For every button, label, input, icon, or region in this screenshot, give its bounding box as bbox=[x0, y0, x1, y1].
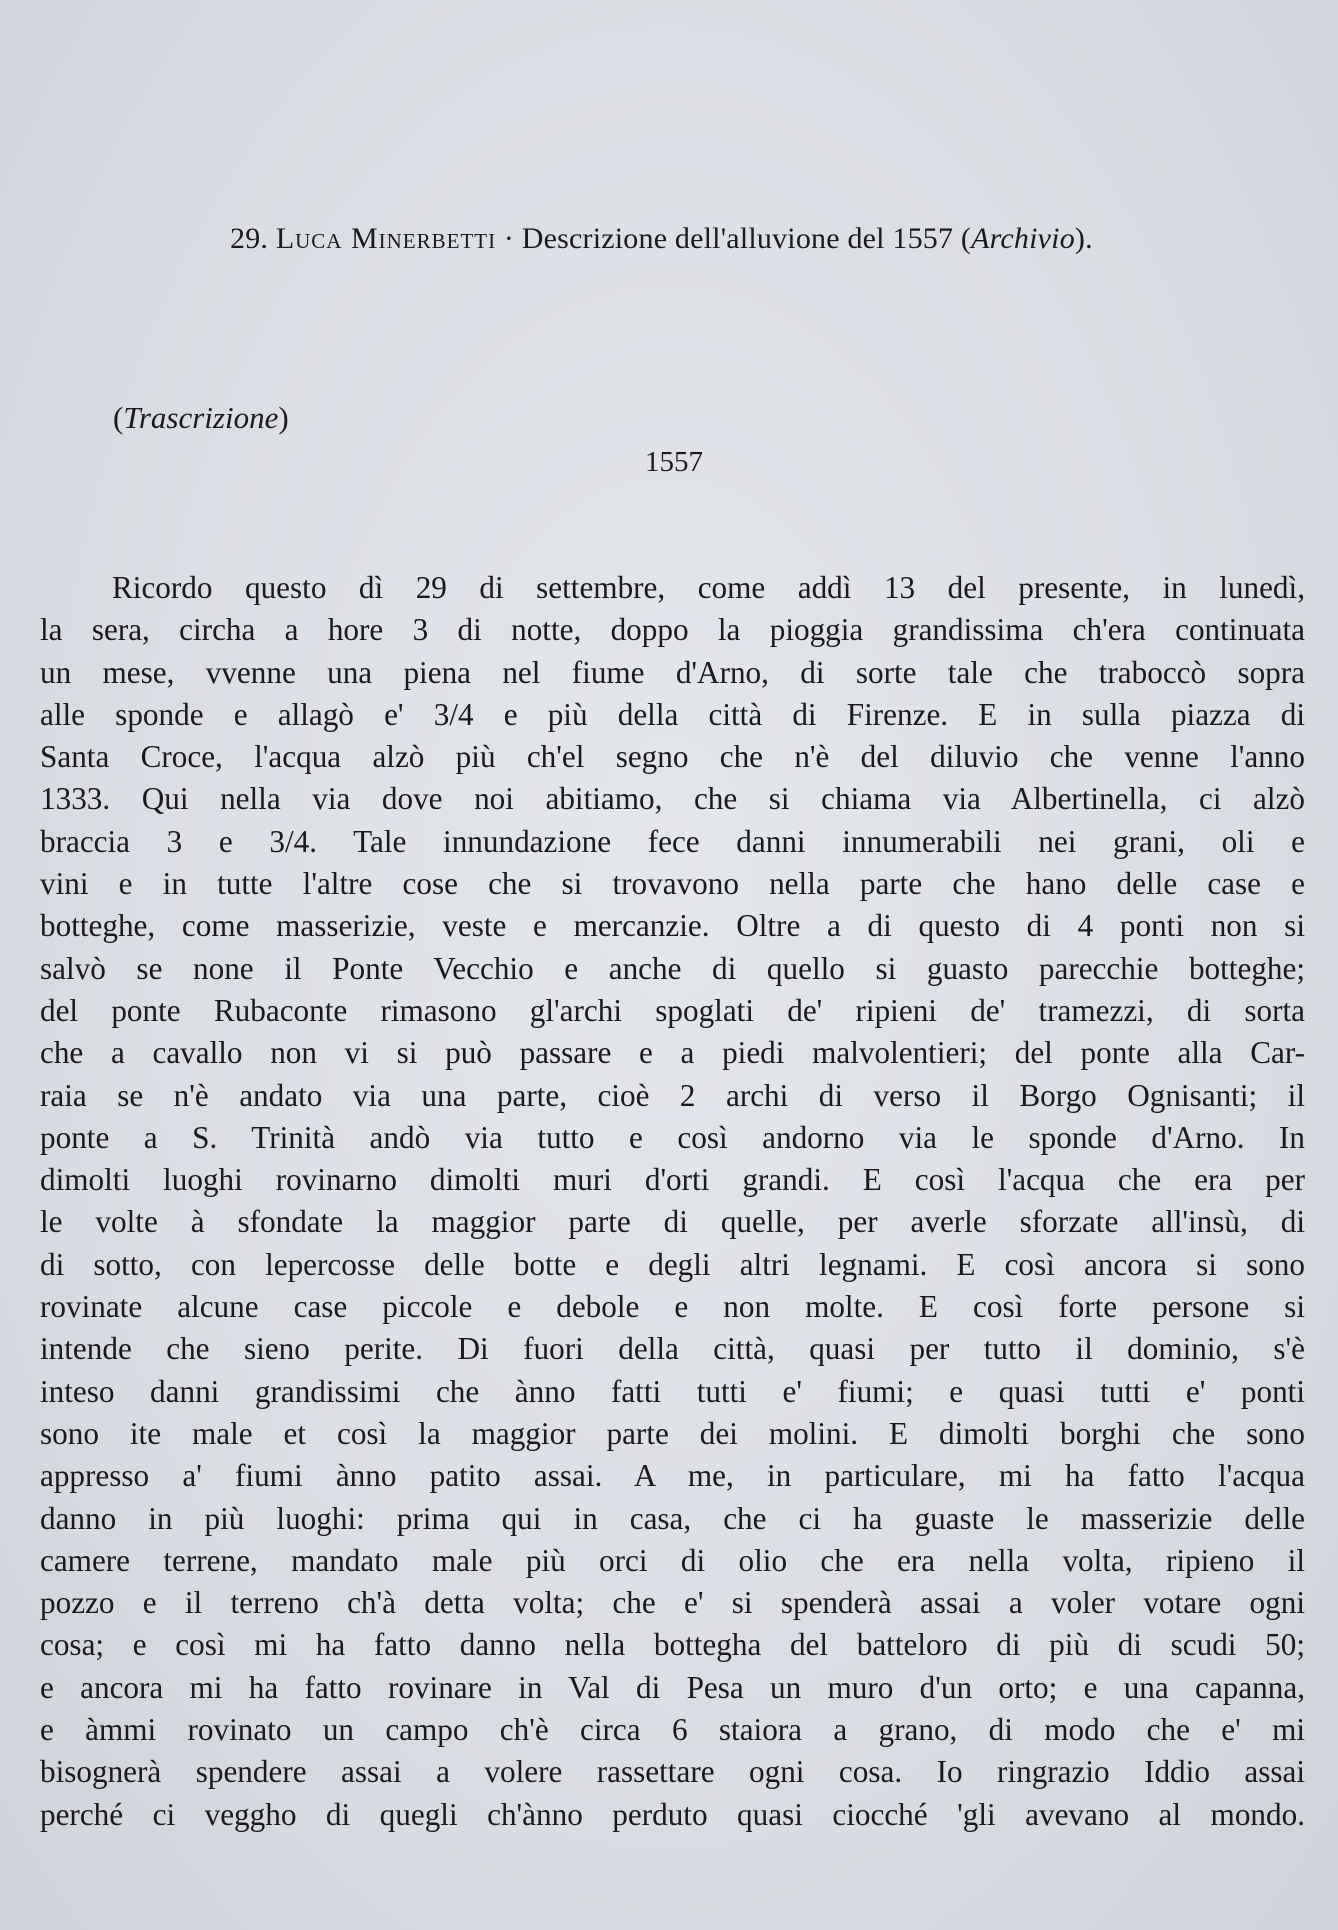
caption-author: Luca Minerbetti bbox=[275, 222, 497, 255]
text-line: e àmmi rovinato un campo ch'è circa 6 staiora a grano, di modo che e' mi bbox=[40, 1712, 1305, 1748]
text-line: raia se n'è andato via una parte, cioè 2 archi di verso il Borgo Ognisanti; il bbox=[40, 1077, 1305, 1113]
text-line: Ricordo questo dì 29 di settembre, come addì 13 del presente, in lunedì, bbox=[112, 570, 1305, 605]
text-line: di sotto, con lepercosse delle botte e degli altri legnami. E così ancora si sono bbox=[40, 1246, 1305, 1282]
transcription-text: Trascrizione bbox=[123, 400, 279, 435]
text-line: le volte à sfondate la maggior parte di quelle, per averle sforzate all'insù, di bbox=[40, 1204, 1305, 1240]
text-line: appresso a' fiumi ànno patito assai. A me, in particulare, mi ha fatto l'acqua bbox=[40, 1458, 1305, 1494]
text-line: inteso danni grandissimi che ànno fatti tutti e' fiumi; e quasi tutti e' ponti bbox=[40, 1373, 1305, 1409]
text-line: braccia 3 e 3/4. Tale innundazione fece danni innumerabili nei grani, oli e bbox=[40, 823, 1305, 859]
text-line: vini e in tutte l'altre cose che si trovavono nella parte che hano delle case e bbox=[40, 866, 1305, 902]
text-line: botteghe, come masserizie, veste e mercanzie. Oltre a di questo di 4 ponti non si bbox=[40, 908, 1305, 944]
text-line: sono ite male et così la maggior parte dei molini. E dimolti borghi che sono bbox=[40, 1415, 1305, 1451]
text-line: Santa Croce, l'acqua alzò più ch'el segno che n'è del diluvio che venne l'anno bbox=[40, 739, 1305, 775]
caption-source: Archivio bbox=[971, 222, 1075, 255]
caption-separator: · bbox=[503, 222, 515, 255]
text-line: la sera, circha a hore 3 di notte, doppo la pioggia grandissima ch'era continuata bbox=[40, 612, 1305, 648]
caption-source-close: ). bbox=[1074, 222, 1093, 255]
text-line: e ancora mi ha fatto rovinare in Val di Pesa un muro d'un orto; e una capanna, bbox=[40, 1669, 1305, 1705]
text-line: salvò se none il Ponte Vecchio e anche di quello si guasto parecchie botteghe; bbox=[40, 950, 1305, 986]
caption-title: Descrizione dell'alluvione del 1557 bbox=[521, 222, 954, 255]
transcription-open: ( bbox=[113, 400, 124, 435]
text-line: un mese, vvenne una piena nel fiume d'Arno, di sorte tale che traboccò sopra bbox=[40, 654, 1305, 690]
text-line: ponte a S. Trinità andò via tutto e così andorno via le sponde d'Arno. In bbox=[40, 1119, 1305, 1155]
text-line: 1333. Qui nella via dove noi abitiamo, che si chiama via Albertinella, ci alzò bbox=[40, 781, 1305, 817]
text-line: perché ci veggho di quegli ch'ànno perduto quasi ciocché 'gli avevano al mondo. bbox=[40, 1796, 1305, 1832]
transcription-body bbox=[40, 567, 1305, 1836]
text-line: pozzo e il terreno ch'à detta volta; che e' si spenderà assai a voler votare ogni bbox=[40, 1585, 1305, 1621]
transcription-close: ) bbox=[278, 400, 289, 435]
caption-number: 29. bbox=[230, 222, 269, 255]
text-line: dimolti luoghi rovinarno dimolti muri d'orti grandi. E così l'acqua che era per bbox=[40, 1162, 1305, 1198]
year-heading: 1557 bbox=[645, 446, 703, 478]
text-line: danno in più luoghi: prima qui in casa, che ci ha guaste le masserizie delle bbox=[40, 1500, 1305, 1536]
text-line: cosa; e così mi ha fatto danno nella bottegha del batteloro di più di scudi 50; bbox=[40, 1627, 1305, 1663]
text-line: del ponte Rubaconte rimasono gl'archi spoglati de' ripieni de' tramezzi, di sorta bbox=[40, 992, 1305, 1028]
text-line: rovinate alcune case piccole e debole e non molte. E così forte persone si bbox=[40, 1289, 1305, 1325]
text-line: bisognerà spendere assai a volere rassettare ogni cosa. Io ringrazio Iddio assai bbox=[40, 1754, 1305, 1790]
text-line: che a cavallo non vi si può passare e a piedi malvolentieri; del ponte alla Car- bbox=[40, 1035, 1305, 1071]
caption-source-open: ( bbox=[960, 222, 972, 255]
text-line: alle sponde e allagò e' 3/4 e più della città di Firenze. E in sulla piazza di bbox=[40, 696, 1305, 732]
text-line: intende che sieno perite. Di fuori della città, quasi per tutto il dominio, s'è bbox=[40, 1331, 1305, 1367]
text-line: camere terrene, mandato male più orci di olio che era nella volta, ripieno il bbox=[40, 1542, 1305, 1578]
transcription-label bbox=[113, 400, 289, 436]
figure-caption bbox=[230, 222, 1310, 256]
